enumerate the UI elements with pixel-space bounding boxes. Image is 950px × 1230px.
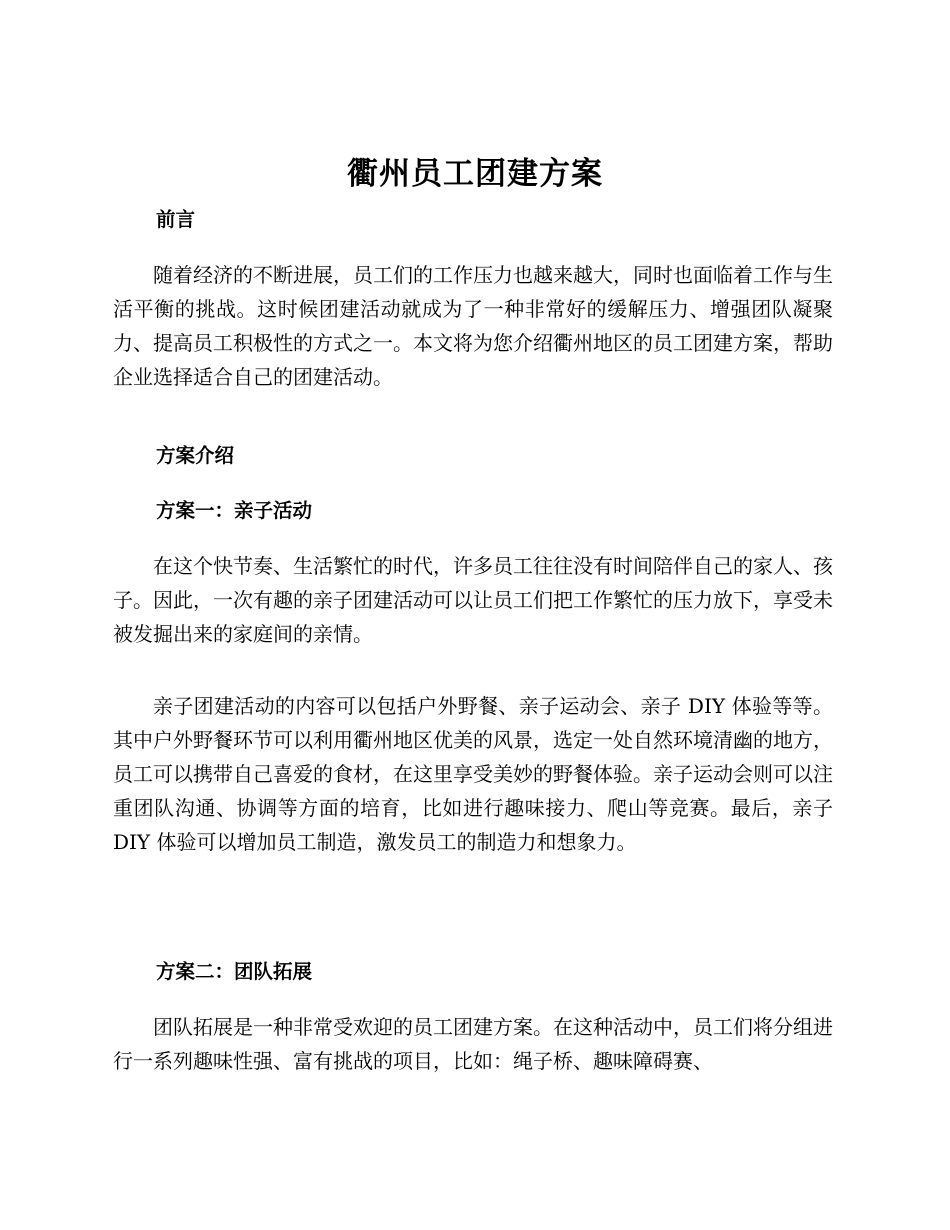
section-heading-plan-intro: 方案介绍 bbox=[156, 444, 235, 467]
paragraph-plan-one-intro: 在这个快节奏、生活繁忙的时代，许多员工往往没有时间陪伴自己的家人、孩子。因此，一次有趣的亲子团建活动可以让员工们把工作繁忙的压力放下，享受未被发掘出来的家庭间的亲情。 bbox=[113, 554, 833, 646]
paragraph-plan-one-details: 亲子团建活动的内容可以包括户外野餐、亲子运动会、亲子 DIY 体验等等。其中户外野餐环节可以利用衢州地区优美的风景，选定一处自然环境清幽的地方，员工可以携带自己喜爱的食材，在这里享受美妙的野餐体验。亲子运动会则可以注重团队沟通、协调等方面的培育，比如进行趣味接力、爬山等竞赛。最后，亲子 DIY 体验可以增加员工制造，激发员工的制造力和想象力。 bbox=[113, 694, 833, 854]
section-heading-plan-one: 方案一：亲子活动 bbox=[156, 499, 313, 522]
document-title: 衢州员工团建方案 bbox=[347, 156, 603, 192]
section-heading-plan-two: 方案二：团队拓展 bbox=[156, 960, 313, 983]
paragraph-preface: 随着经济的不断进展，员工们的工作压力也越来越大，同时也面临着工作与生活平衡的挑战。这时候团建活动就成为了一种非常好的缓解压力、增强团队凝聚力、提高员工积极性的方式之一。本文将为您介绍衢州地区的员工团建方案，帮助企业选择适合自己的团建活动。 bbox=[113, 263, 833, 389]
paragraph-plan-two: 团队拓展是一种非常受欢迎的员工团建方案。在这种活动中，员工们将分组进行一系列趣味性强、富有挑战的项目，比如：绳子桥、趣味障碍赛、 bbox=[113, 1015, 833, 1073]
section-heading-preface: 前言 bbox=[156, 208, 196, 231]
